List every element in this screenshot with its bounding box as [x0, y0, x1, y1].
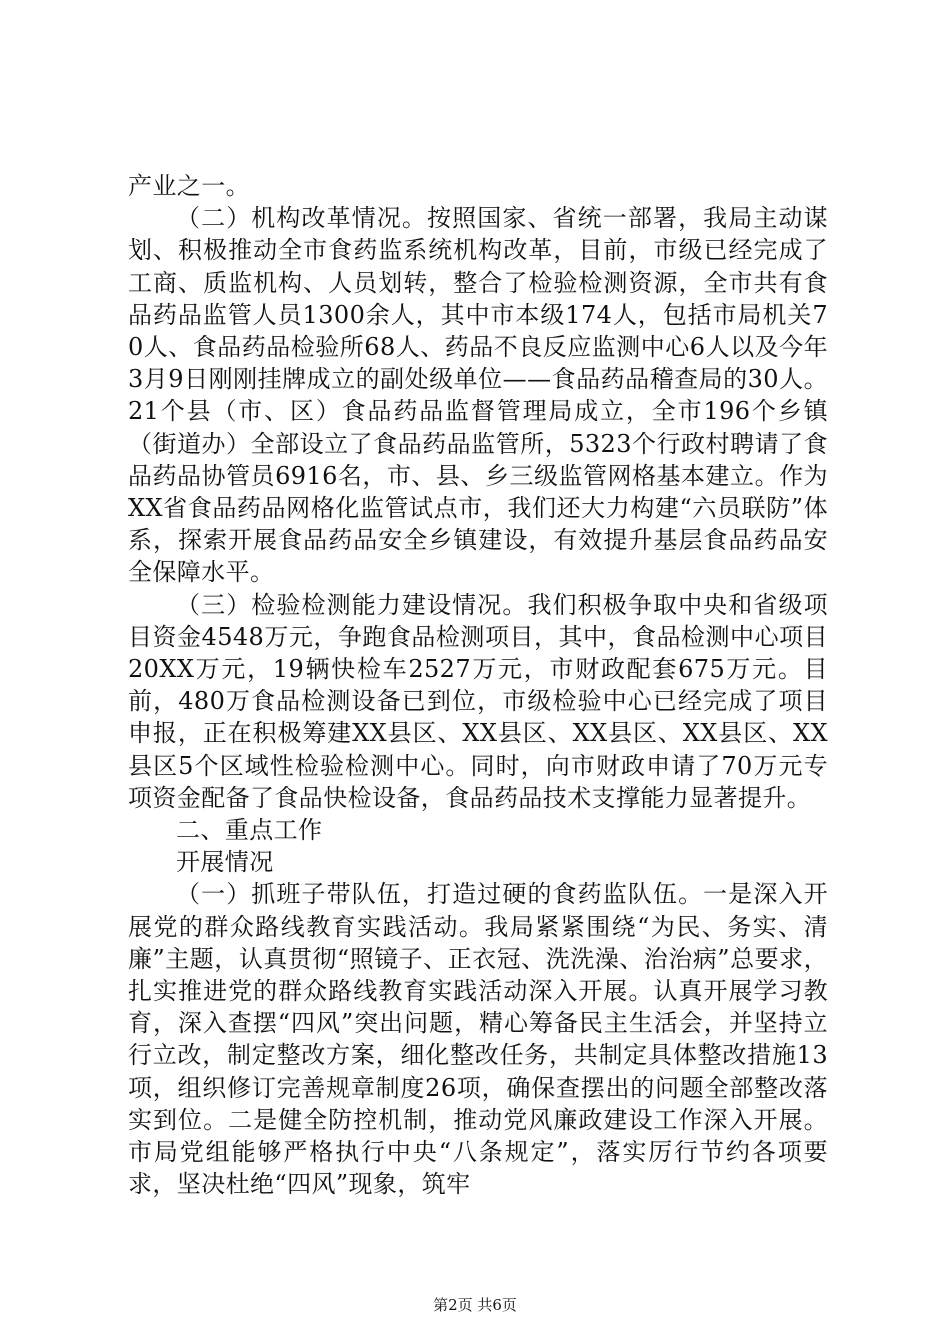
page-number-footer: 第2页 共6页: [433, 1296, 517, 1314]
paragraph-continuation: 产业之一。: [128, 172, 250, 200]
document-body: [128, 170, 828, 1201]
paragraph-testing-capacity: （三）检验检测能力建设情况。我们积极争取中央和省级项目资金4548万元，争跑食品检测项目，其中，食品检测中心项目20XX万元，19辆快检车2527万元，市财政配套675万元。目前，480万食品检测设备已到位，市级检验中心已经完成了项目申报，正在积极筹建XX县区、XX县区、XX县区、XX县区、XX县区5个区域性检验检测中心。同时，向市财政申请了70万元专项资金配备了食品快检设备，食品药品技术支撑能力显著提升。: [128, 590, 828, 812]
section-subheading-progress: 开展情况: [176, 848, 274, 877]
section-heading-key-work: 二、重点工作: [176, 816, 323, 845]
paragraph-institutional-reform: （二）机构改革情况。按照国家、省统一部署，我局主动谋划、积极推动全市食药监系统机构改革，目前，市级已经完成了工商、质监机构、人员划转，整合了检验检测资源，全市共有食品药品监管人员1300余人，其中市本级174人，包括市局机关70人、食品药品检验所68人、药品不良反应监测中心6人以及今年3月9日刚刚挂牌成立的副处级单位——食品药品稽查局的30人。21个县（市、区）食品药品监督管理局成立，全市196个乡镇（街道办）全部设立了食品药品监管所，5323个行政村聘请了食品药品协管员6916名，市、县、乡三级监管网格基本建立。作为XX省食品药品网格化监管试点市，我们还大力构建“六员联防”体系，探索开展食品药品安全乡镇建设，有效提升基层食品药品安全保障水平。: [128, 204, 828, 587]
paragraph-team-building: （一）抓班子带队伍，打造过硬的食药监队伍。一是深入开展党的群众路线教育实践活动。我局紧紧围绕“为民、务实、清廉”主题，认真贯彻“照镜子、正衣冠、洗洗澡、治治病”总要求，扎实推进党的群众路线教育实践活动深入开展。认真开展学习教育，深入查摆“四风”突出问题，精心筹备民主生活会，并坚持立行立改，制定整改方案，细化整改任务，共制定具体整改措施13项，组织修订完善规章制度26项，确保查摆出的问题全部整改落实到位。二是健全防控机制，推动党风廉政建设工作深入开展。市局党组能够严格执行中央“八条规定”，落实厉行节约各项要求，坚决杜绝“四风”现象，筑牢: [128, 880, 828, 1199]
